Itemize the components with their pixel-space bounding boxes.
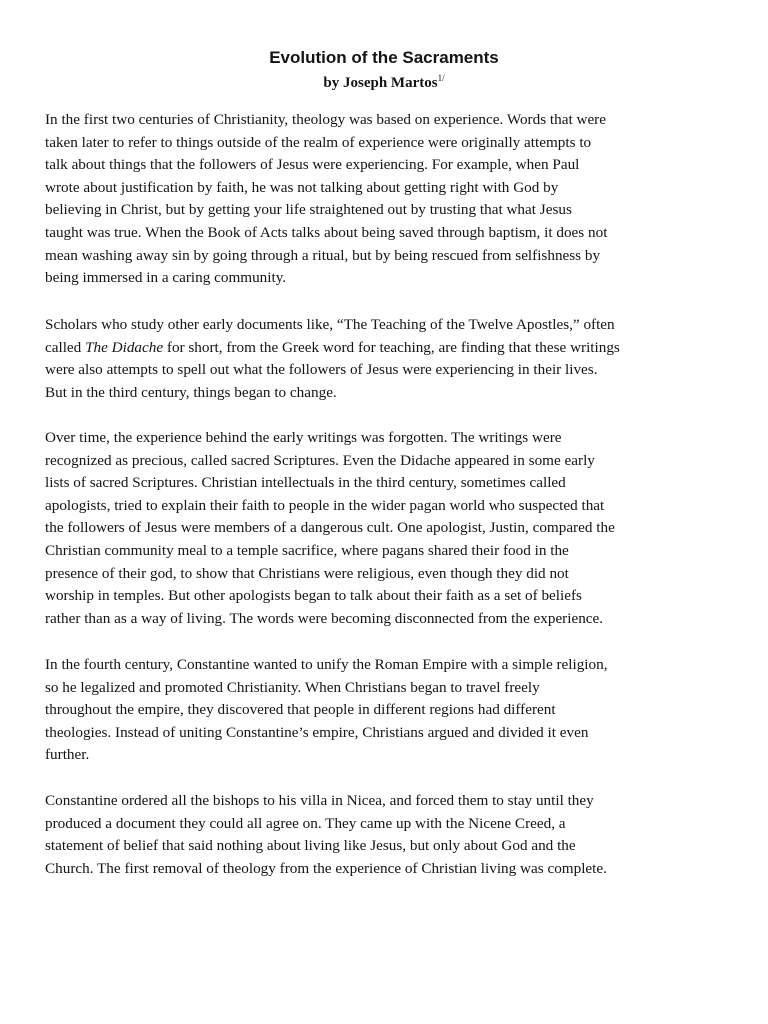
document-title: Evolution of the Sacraments (269, 48, 499, 67)
text-line: recognized as precious, called sacred Scriptures. Even the Didache appeared in some early (45, 451, 595, 469)
text-line: taught was true. When the Book of Acts talks about being saved through baptism, it does not (45, 223, 608, 241)
text-line: wrote about justification by faith, he was not talking about getting right with God by (45, 178, 559, 196)
text-line: were also attempts to spell out what the followers of Jesus were experiencing in their lives. (45, 361, 598, 379)
text-line: so he legalized and promoted Christianity. When Christians began to travel freely (45, 678, 540, 696)
text-line: presence of their god, to show that Christians were religious, even though they did not (45, 564, 569, 582)
text-line: talk about things that the followers of Jesus were experiencing. For example, when Paul (45, 156, 580, 174)
text-line: rather than as a way of living. The words were becoming disconnected from the experience. (45, 609, 604, 627)
text-line: being immersed in a caring community. (45, 269, 287, 287)
text-line: Over time, the experience behind the early writings was forgotten. The writings were (45, 429, 562, 446)
paragraph-5 (45, 790, 725, 880)
footnote-marker: 1/ (437, 73, 445, 83)
paragraph-3 (45, 427, 725, 630)
paragraph-2 (45, 314, 725, 404)
text-line: In the fourth century, Constantine wanted to unify the Roman Empire with a simple religion, (45, 656, 608, 673)
text-line: Constantine ordered all the bishops to his villa in Nicea, and forced them to stay until they (45, 792, 594, 809)
text-line: taken later to refer to things outside of the realm of experience were originally attempts to (45, 133, 592, 151)
text-line: Scholars who study other early documents like, “The Teaching of the Twelve Apostles,” often (45, 316, 615, 333)
text-line: further. (45, 746, 90, 764)
text-fragment: for short, from the Greek word for teaching, are finding that these writings (163, 338, 620, 356)
paragraph-1 (45, 109, 725, 290)
text-line: Christian community meal to a temple sacrifice, where pagans shared their food in the (45, 541, 569, 559)
text-line: lists of sacred Scriptures. Christian intellectuals in the third century, sometimes called (45, 474, 566, 492)
author-name: by Joseph Martos (323, 75, 438, 91)
text-line: But in the third century, things began to change. (45, 383, 337, 401)
text-line: apologists, tried to explain their faith to people in the wider pagan world who suspected that (45, 496, 605, 514)
text-line: produced a document they could all agree on. They came up with the Nicene Creed, a (45, 814, 566, 832)
text-line: theologies. Instead of uniting Constantine’s empire, Christians argued and divided it even (45, 723, 589, 741)
text-line: the followers of Jesus were members of a dangerous cult. One apologist, Justin, compared the (45, 519, 615, 537)
text-line: throughout the empire, they discovered that people in different regions had different (45, 701, 556, 719)
book-title-didache: The Didache (85, 338, 164, 356)
text-line: worship in temples. But other apologists began to talk about their faith as a set of beliefs (45, 587, 582, 605)
text-line: In the first two centuries of Christianity, theology was based on experience. Words that were (45, 111, 606, 128)
text-line: believing in Christ, but by getting your life straightened out by trusting that what Jesus (45, 201, 572, 219)
text-line: statement of belief that said nothing about living like Jesus, but only about God and the (45, 837, 576, 855)
byline (0, 72, 768, 94)
text-fragment: called (45, 338, 86, 356)
text-line: mean washing away sin by going through a ritual, but by being rescued from selfishness by (45, 246, 601, 264)
text-line (45, 337, 725, 360)
paragraph-4 (45, 654, 725, 767)
text-line: Church. The first removal of theology from the experience of Christian living was complete. (45, 859, 607, 877)
